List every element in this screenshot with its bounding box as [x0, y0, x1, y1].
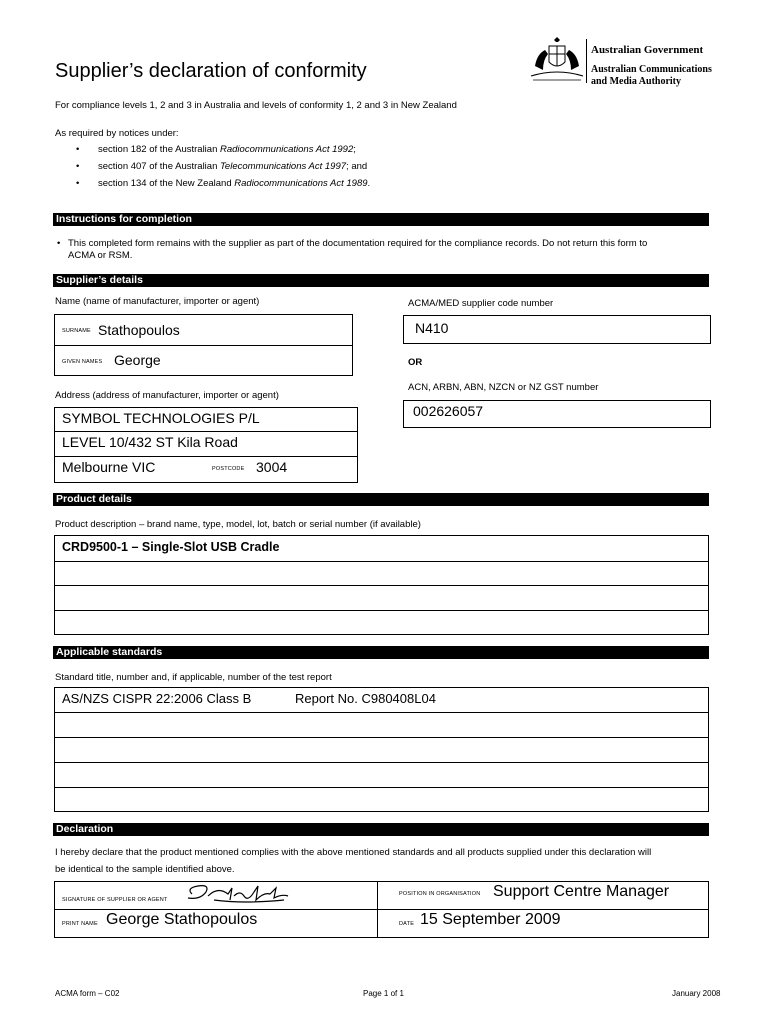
given-names-field[interactable]: George — [114, 352, 161, 368]
address-line3-field[interactable]: Melbourne VIC — [62, 459, 156, 475]
product-divider-3 — [54, 610, 709, 611]
surname-label: SURNAME — [62, 328, 91, 334]
standards-heading: Applicable standards — [53, 646, 709, 659]
address-label: Address (address of manufacturer, importer or agent) — [55, 390, 279, 401]
given-names-label: GIVEN NAMES — [62, 359, 103, 365]
instructions-line1: This completed form remains with the supplier as part of the documentation required for the compliance records. Do not return this form to — [68, 238, 648, 249]
report-number-field[interactable]: Report No. C980408L04 — [295, 691, 436, 706]
footer-date: January 2008 — [672, 989, 721, 998]
product-heading: Product details — [53, 493, 709, 506]
notice-item: • section 182 of the Australian Radiocommunications Act 1992; — [76, 141, 576, 158]
standards-divider-2 — [54, 737, 709, 738]
notice-item: • section 134 of the New Zealand Radiocommunications Act 1989. — [76, 175, 576, 192]
acn-field[interactable]: 002626057 — [413, 403, 484, 419]
postcode-label: POSTCODE — [212, 466, 245, 472]
address-line1-field[interactable]: SYMBOL TECHNOLOGIES P/L — [62, 410, 260, 426]
instructions-line2: ACMA or RSM. — [68, 250, 133, 261]
footer-page: Page 1 of 1 — [363, 989, 404, 998]
standards-divider-1 — [54, 712, 709, 713]
supplier-code-label: ACMA/MED supplier code number — [408, 298, 554, 309]
declaration-horizontal-divider — [54, 909, 709, 910]
acn-label: ACN, ARBN, ABN, NZCN or NZ GST number — [408, 382, 599, 393]
notice-item: • section 407 of the Australian Telecommunications Act 1997; and — [76, 158, 576, 175]
name-label: Name (name of manufacturer, importer or agent) — [55, 296, 260, 307]
supplier-code-field[interactable]: N410 — [415, 320, 449, 336]
signature-label: SIGNATURE OF SUPPLIER OR AGENT — [62, 897, 168, 903]
address-divider-2 — [54, 456, 358, 457]
position-field[interactable]: Support Centre Manager — [493, 883, 670, 900]
standards-label: Standard title, number and, if applicable, number of the test report — [55, 672, 332, 683]
print-name-field[interactable]: George Stathopoulos — [106, 911, 258, 928]
logo-government: Australian Government — [591, 44, 704, 56]
address-line2-field[interactable]: LEVEL 10/432 ST Kila Road — [62, 434, 238, 450]
notices-list — [76, 141, 576, 192]
logo-agency-line1: Australian Communications — [591, 64, 712, 75]
page-title: Supplier’s declaration of conformity — [55, 60, 367, 82]
postcode-field[interactable]: 3004 — [256, 459, 288, 475]
standards-divider-4 — [54, 787, 709, 788]
instructions-heading: Instructions for completion — [53, 213, 709, 226]
page-subtitle: For compliance levels 1, 2 and 3 in Australia and levels of conformity 1, 2 and 3 in New Zealand — [55, 100, 457, 111]
supplier-code-box — [403, 315, 711, 344]
logo-agency-line2: and Media Authority — [591, 76, 682, 87]
instructions-text: • This completed form remains with the supplier as part of the documentation required for the compliance records. Do not return this form to ACMA or RSM. — [57, 238, 707, 262]
declaration-heading: Declaration — [53, 823, 709, 836]
product-label: Product description – brand name, type, model, lot, batch or serial number (if available) — [55, 519, 421, 530]
declaration-line2: be identical to the sample identified above. — [55, 864, 235, 875]
supplier-heading: Supplier’s details — [53, 274, 709, 287]
product-divider-1 — [54, 561, 709, 562]
date-field[interactable]: 15 September 2009 — [420, 911, 561, 928]
logo-divider — [586, 39, 589, 83]
standard-field[interactable]: AS/NZS CISPR 22:2006 Class B — [62, 691, 252, 706]
signature-image[interactable] — [184, 882, 294, 906]
footer-form-number: ACMA form – C02 — [55, 989, 120, 998]
position-label: POSITION IN ORGANISATION — [399, 891, 481, 897]
product-divider-2 — [54, 585, 709, 586]
surname-field[interactable]: Stathopoulos — [98, 322, 180, 338]
notices-intro: As required by notices under: — [55, 128, 179, 139]
standards-divider-3 — [54, 762, 709, 763]
date-label: DATE — [399, 921, 415, 927]
declaration-line1: I hereby declare that the product mentioned complies with the above mentioned standards and all products supplied under this declaration will — [55, 847, 652, 858]
acma-logo — [527, 36, 727, 88]
print-name-label: PRINT NAME — [62, 921, 98, 927]
address-divider-1 — [54, 431, 358, 432]
product-line1-field[interactable]: CRD9500-1 – Single-Slot USB Cradle — [62, 540, 280, 554]
coat-of-arms-icon — [527, 36, 587, 86]
or-label: OR — [408, 357, 423, 368]
name-divider — [54, 345, 353, 346]
